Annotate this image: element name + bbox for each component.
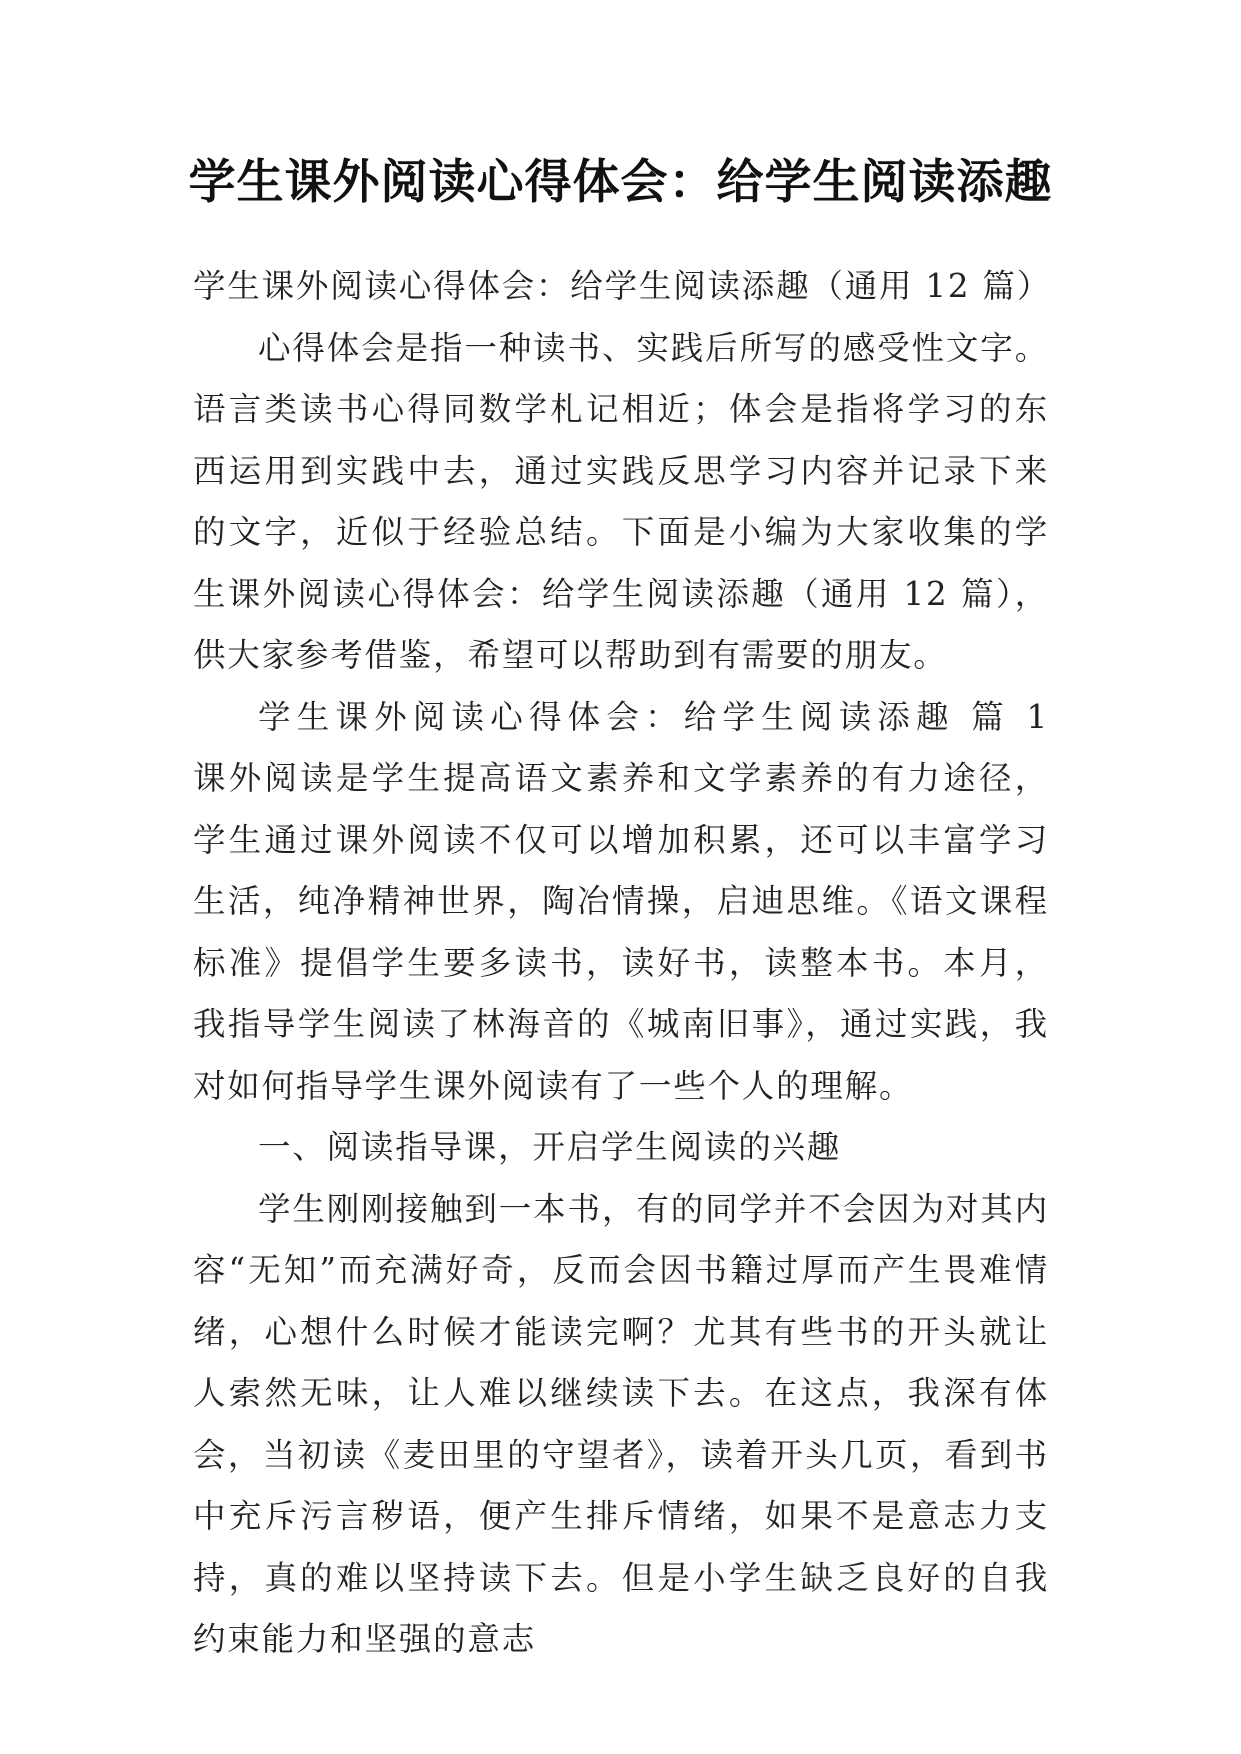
- section-heading: 一、阅读指导课，开启学生阅读的兴趣: [258, 1128, 842, 1166]
- essay-1-paragraph: 学生课外阅读心得体会：给学生阅读添趣 篇 1 课外阅读是学生提高语文素养和文学素养的有力途径，学生通过课外阅读不仅可以增加积累，还可以丰富学习生活，纯净精神世界，陶冶情操，启迪思维。《语文课程标准》提倡学生要多读书，读好书，读整本书。本月，我指导学生阅读了林海音的《城南旧事》，通过实践，我对如何指导学生课外阅读有了一些个人的理解。: [193, 697, 1118, 1105]
- intro-paragraph: 心得体会是指一种读书、实践后所写的感受性文字。语言类读书心得同数学札记相近；体会是指将学习的东西运用到实践中去，通过实践反思学习内容并记录下来的文字，近似于经验总结。下面是小编为大家收集的学生课外阅读心得体会：给学生阅读添趣（通用 12 篇），供大家参考借鉴，希望可以帮助到有需要的朋友。: [193, 328, 1049, 674]
- document-body: [193, 256, 1118, 1671]
- body-paragraph: 学生刚刚接触到一本书，有的同学并不会因为对其内容“无知”而充满好奇，反而会因书籍过厚而产生畏难情绪，心想什么时候才能读完啊？尤其有些书的开头就让人索然无味，让人难以继续读下去。在这点，我深有体会，当初读《麦田里的守望者》，读着开头几页，看到书中充斥污言秽语，便产生排斥情绪，如果不是意志力支持，真的难以坚持读下去。但是小学生缺乏良好的自我约束能力和坚强的意志: [193, 1189, 1049, 1658]
- document-title: 学生课外阅读心得体会：给学生阅读添趣: [188, 155, 1053, 210]
- subtitle-paragraph: 学生课外阅读心得体会：给学生阅读添趣（通用 12 篇）: [193, 267, 1052, 305]
